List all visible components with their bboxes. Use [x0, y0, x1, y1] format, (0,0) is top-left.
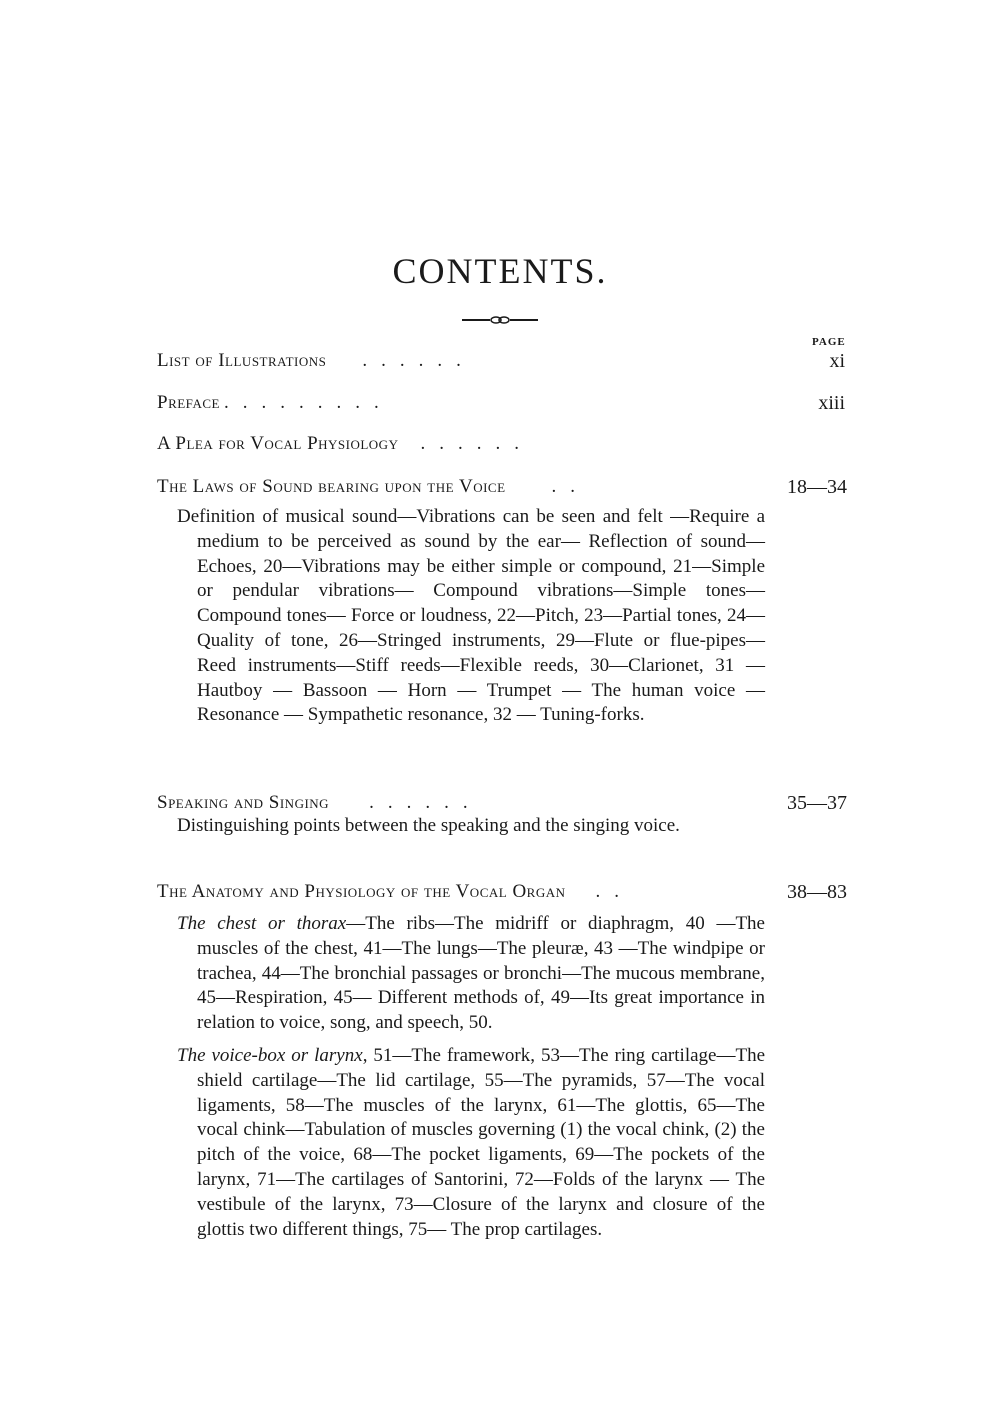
- leader-dots: ..: [595, 881, 634, 902]
- leader-dots: ......: [420, 433, 533, 454]
- toc-entry-preface: [157, 392, 857, 414]
- entry-page: 18—34: [787, 476, 847, 498]
- subsection-text: —The ribs—The midriff or diaphragm, 40 —The muscles of the chest, 41—The lungs—The pleuræ, 43 —The windpipe or trachea, 44—The bronchial passages or bronchi—The mucous membrane, 45—Respiration, 45— Different methods of, 49—Its great importance in relation to voice, song, and speech, 50.: [197, 913, 765, 1034]
- leader-dots: ..: [551, 476, 590, 497]
- subsection-text: , 51—The framework, 53—The ring cartilage—The shield cartilage—The lid cartilage, 55—The pyramids, 57—The vocal ligaments, 58—The muscles of the larynx, 61—The glottis, 65—The vocal chink—Tabulation of muscles governing (1) the vocal chink, (2) the pitch of the voice, 68—The pocket ligaments, 69—The pockets of the larynx, 71—The cartilages of Santorini, 72—Folds of the larynx — The vestibule of the larynx, 73—Closure of the larynx and closure of the glottis two different things, 75— The prop cartilages.: [197, 1044, 765, 1240]
- entry-page: 35—37: [787, 792, 847, 814]
- leader-dots: ......: [369, 792, 482, 813]
- entry-page: 38—83: [787, 881, 847, 903]
- subsection-title: The chest or thorax: [177, 913, 347, 934]
- entry-title: A Plea for Vocal Physiology: [157, 433, 399, 454]
- toc-entry-laws: [157, 476, 857, 728]
- entry-title: The Anatomy and Physiology of the Vocal Organ: [157, 881, 566, 902]
- entry-page: xiii: [818, 392, 845, 414]
- page-title: CONTENTS.: [392, 251, 608, 291]
- entry-title: Preface: [157, 392, 220, 413]
- toc-entry-plea: [157, 433, 857, 455]
- entry-description: Definition of musical sound—Vibrations can be seen and felt —Require a medium to be perceived as sound by the ear— Reflection of sound—Echoes, 20—Vibrations may be either simple or compound, 21—Simple or pendular vibrations— Compound vibrations—Simple tones—Compound tones— Force or loudness, 22—Pitch, 23—Partial tones, 24—Quality of tone, 26—Stringed instruments, 29—Flute or flue-pipes— Reed instruments—Stiff reeds—Flexible reeds, 30—Clarionet, 31 — Hautboy — Bassoon — Horn — Trumpet — The human voice — Resonance — Sympathetic resonance, 32 — Tuning-forks.: [177, 506, 765, 726]
- subsection-larynx: [177, 1044, 765, 1242]
- leader-dots: ......: [362, 350, 475, 371]
- entry-page: xi: [829, 350, 845, 372]
- toc-entry-anatomy: [157, 881, 857, 1242]
- entry-title: The Laws of Sound bearing upon the Voice: [157, 476, 506, 497]
- leader-dots: .........: [223, 392, 393, 413]
- entry-title: Speaking and Singing: [157, 792, 330, 813]
- ornament-divider: [462, 314, 538, 326]
- subsection-title: The voice-box or larynx: [177, 1044, 363, 1066]
- toc-entry-illustrations: [157, 350, 857, 372]
- subsection-thorax: [177, 912, 765, 1036]
- toc-entry-speaking: [157, 792, 857, 839]
- page-column-label: PAGE: [812, 336, 846, 348]
- entry-description: Distinguishing points between the speaking and the singing voice.: [177, 815, 680, 836]
- entry-title: List of Illustrations: [157, 350, 327, 371]
